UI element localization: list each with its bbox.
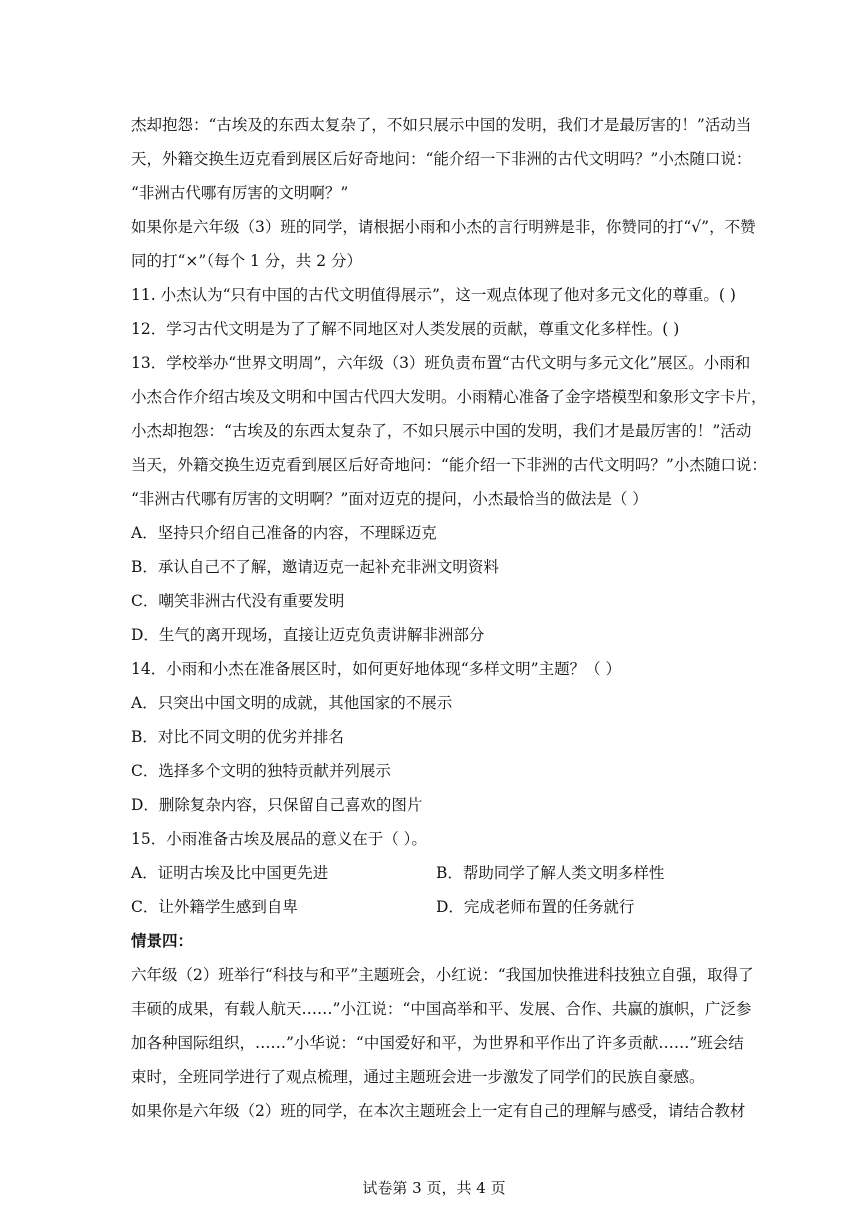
scenario-text: 束时，全班同学进行了观点梳理，通过主题班会进一步激发了同学们的民族自豪感。: [131, 1068, 705, 1086]
page-footer: 试卷第 3 页，共 4 页: [362, 1179, 506, 1197]
scenario-instruction: 如果你是六年级（2）班的同学，在本次主题班会上一定有自己的理解与感受，请结合教材: [131, 1102, 746, 1120]
question-14-option-b: B．对比不同文明的优劣并排名: [131, 728, 344, 746]
question-15-options-row-2: [131, 890, 741, 924]
text-line: “非洲古代哪有厉害的文明啊？”: [131, 184, 349, 202]
question-13-option-b: B．承认自己不了解，邀请迈克一起补充非洲文明资料: [131, 558, 499, 576]
question-13-text: 小杰合作介绍古埃及文明和中国古代四大发明。小雨精心准备了金字塔模型和象形文字卡片，: [131, 388, 767, 406]
question-13-text: 当天，外籍交换生迈克看到展区后好奇地问：“能介绍一下非洲的古代文明吗？”小杰随口说：: [131, 456, 767, 474]
question-15-option-d: D．完成老师布置的任务就行: [436, 898, 635, 916]
question-11: 11. 小杰认为“只有中国的古代文明值得展示”，这一观点体现了他对多元文化的尊重。( ): [131, 286, 736, 304]
scenario-text: 丰硕的成果，有载人航天……”小江说：“中国高举和平、发展、合作、共赢的旗帜，广泛参: [131, 1000, 752, 1018]
question-12: 12．学习古代文明是为了了解不同地区对人类发展的贡献，尊重文化多样性。( ): [131, 320, 680, 338]
text-line: 天，外籍交换生迈克看到展区后好奇地问：“能介绍一下非洲的古代文明吗？”小杰随口说：: [131, 150, 752, 168]
question-13-text: 小杰却抱怨：“古埃及的东西太复杂了，不如只展示中国的发明，我们才是最厉害的！”活动: [131, 422, 752, 440]
section-heading: 情景四：: [131, 932, 194, 950]
question-14-option-a: A．只突出中国文明的成就，其他国家的不展示: [131, 694, 453, 712]
question-15-option-a: A．证明古埃及比中国更先进: [131, 864, 329, 882]
question-15-options-row-1: [131, 856, 741, 890]
text-line: 杰却抱怨：“古埃及的东西太复杂了，不如只展示中国的发明，我们才是最厉害的！”活动当: [131, 116, 752, 134]
question-14-option-c: C．选择多个文明的独特贡献并列展示: [131, 762, 391, 780]
question-14-option-d: D．删除复杂内容，只保留自己喜欢的图片: [131, 796, 423, 814]
instruction-line: 如果你是六年级（3）班的同学，请根据小雨和小杰的言行明辨是非，你赞同的打“√”，不赞: [131, 218, 756, 236]
scenario-text: 六年级（2）班举行“科技与和平”主题班会，小红说：“我国加快推进科技独立自强，取得了: [131, 966, 754, 984]
page-content: [131, 108, 767, 1128]
question-13-option-c: C．嘲笑非洲古代没有重要发明: [131, 592, 345, 610]
question-15-option-b: B．帮助同学了解人类文明多样性: [436, 864, 665, 882]
question-13-option-a: A．坚持只介绍自己准备的内容，不理睬迈克: [131, 524, 437, 542]
question-13-option-d: D．生气的离开现场，直接让迈克负责讲解非洲部分: [131, 626, 485, 644]
question-13: 13．学校举办“世界文明周”，六年级（3）班负责布置“古代文明与多元文化”展区。小雨和: [131, 354, 751, 372]
scenario-text: 加各种国际组织，……”小华说：“中国爱好和平，为世界和平作出了许多贡献……”班会结: [131, 1034, 744, 1052]
question-15-option-c: C．让外籍学生感到自卑: [131, 898, 298, 916]
instruction-line: 同的打“×”（每个 1 分，共 2 分）: [131, 252, 363, 270]
question-13-text: “非洲古代哪有厉害的文明啊？”面对迈克的提问，小杰最恰当的做法是（ ）: [131, 490, 648, 508]
question-15: 15．小雨准备古埃及展品的意义在于（ ）。: [131, 830, 427, 848]
question-14: 14．小雨和小杰在准备展区时，如何更好地体现“多样文明”主题？（ ）: [131, 660, 622, 678]
